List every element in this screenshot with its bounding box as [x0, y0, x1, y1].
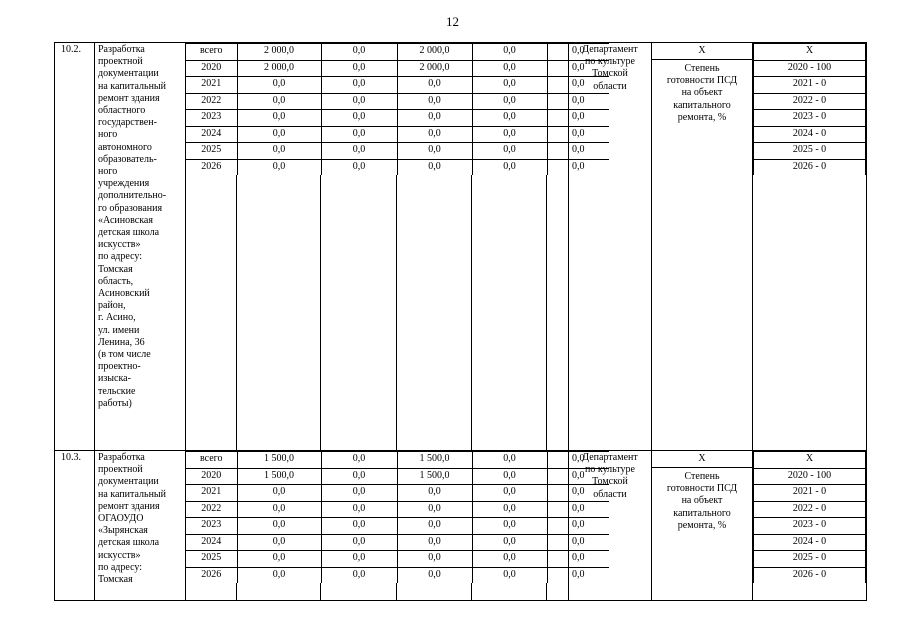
amount-cell: 0,0 [237, 77, 321, 94]
row-number [55, 43, 95, 451]
amount-cell: 0,0 [397, 518, 472, 535]
activity-name-line: искусств» [98, 549, 141, 561]
target-row [754, 93, 866, 110]
amount-cell: 0,0 [237, 551, 321, 568]
funding-year-row [186, 518, 609, 535]
activity-name-line: на капитальный [98, 80, 166, 92]
indicator-line: готовности ПСД [666, 75, 738, 87]
row-number-text: 10.3. [61, 452, 81, 463]
department-line: по культуре [585, 56, 635, 68]
target-value: 2022 - 0 [754, 93, 866, 110]
targets [753, 451, 867, 601]
target-row [754, 126, 866, 143]
year-cell: 2025 [186, 551, 237, 568]
amount-cell: 0,0 [472, 452, 547, 469]
target-row [754, 534, 866, 551]
activity-name-line: проектно- [98, 361, 141, 373]
amount-cell: 2 000,0 [237, 60, 321, 77]
amount-cell: 0,0 [237, 126, 321, 143]
activity-name-line: район, [98, 300, 126, 312]
column-line [236, 583, 237, 600]
amount-cell: 0,0 [321, 159, 397, 175]
department-line: Департамент [582, 452, 638, 463]
activity-name-line: проектной [98, 464, 143, 476]
target-value: 2026 - 0 [754, 159, 866, 175]
amount-cell: 0,0 [397, 534, 472, 551]
column-line [396, 175, 397, 450]
indicator [652, 43, 753, 451]
funding-year-row [186, 501, 609, 518]
page-number: 12 [446, 14, 459, 29]
indicator-line: Степень [684, 63, 720, 74]
column-line [236, 175, 237, 450]
target-row [754, 485, 866, 502]
activity-name-line: государствен- [98, 117, 157, 129]
column-lines [186, 583, 568, 600]
year-cell: всего [186, 452, 237, 469]
year-cell: 2024 [186, 126, 237, 143]
amount-cell: 0,0 [397, 567, 472, 583]
year-cell: 2020 [186, 60, 237, 77]
amount-cell: 0,0 [397, 159, 472, 175]
amount-cell: 0,0 [547, 501, 609, 518]
indicator-line: ремонта, % [677, 519, 727, 531]
target-value: 2020 - 100 [754, 60, 866, 77]
amount-cell: 0,0 [547, 468, 609, 485]
amount-cell: 0,0 [547, 77, 609, 94]
department-line: области [593, 488, 627, 500]
amount-cell: 1 500,0 [397, 468, 472, 485]
year-cell: 2023 [186, 518, 237, 535]
activity-name-line: автономного [98, 141, 152, 153]
amount-cell: 0,0 [397, 551, 472, 568]
amount-cell: 0,0 [472, 60, 547, 77]
indicator-line: на объект [681, 495, 723, 507]
amount-cell: 0,0 [547, 60, 609, 77]
amount-cell: 0,0 [472, 159, 547, 175]
funding-year-row [186, 159, 609, 175]
amount-cell: 1 500,0 [397, 452, 472, 469]
department-line: области [593, 80, 627, 92]
activity-name-line: «Зырянская [98, 525, 148, 537]
activity-name-line: по адресу: [98, 561, 143, 573]
amount-cell: 0,0 [547, 567, 609, 583]
amount-cell: 0,0 [472, 468, 547, 485]
target-value: 2025 - 0 [754, 143, 866, 160]
target-value: 2021 - 0 [754, 485, 866, 502]
amount-cell: 0,0 [547, 551, 609, 568]
activity-name-line: детская школа [98, 537, 160, 549]
funding-year-row [186, 534, 609, 551]
activity-name-line: по адресу: [98, 251, 143, 263]
year-cell: 2024 [186, 534, 237, 551]
amount-cell: 0,0 [321, 452, 397, 469]
amount-cell: 0,0 [472, 534, 547, 551]
funding-block [186, 43, 585, 451]
activity-name-line: на капитальный [98, 488, 166, 500]
activity-name-line: искусств» [98, 239, 141, 251]
department-line: Томской [592, 68, 628, 80]
amount-cell: 0,0 [237, 518, 321, 535]
amount-cell: 0,0 [321, 93, 397, 110]
target-value: 2024 - 0 [754, 126, 866, 143]
amount-cell: 0,0 [472, 110, 547, 127]
funding-year-row [186, 468, 609, 485]
activity-name-line: изыска- [98, 373, 131, 385]
amount-cell: 0,0 [397, 143, 472, 160]
amount-cell: 0,0 [547, 452, 609, 469]
amount-cell: 0,0 [547, 159, 609, 175]
amount-cell: 0,0 [547, 110, 609, 127]
year-cell: 2020 [186, 468, 237, 485]
funding-year-row [186, 60, 609, 77]
column-line [396, 583, 397, 600]
amount-cell: 0,0 [547, 126, 609, 143]
amount-cell: 0,0 [321, 60, 397, 77]
program-row [55, 451, 867, 601]
amount-cell: 0,0 [321, 468, 397, 485]
amount-cell: 2 000,0 [397, 60, 472, 77]
amount-cell: 0,0 [321, 485, 397, 502]
amount-cell: 0,0 [397, 501, 472, 518]
activity-name-line: Асиновский [98, 288, 150, 300]
activity-name-line: Томская [98, 263, 133, 275]
year-cell: 2022 [186, 93, 237, 110]
amount-cell: 0,0 [321, 518, 397, 535]
target-row [754, 551, 866, 568]
activity-name-line: тельские [98, 385, 136, 397]
amount-cell: 0,0 [397, 110, 472, 127]
amount-cell: 0,0 [397, 485, 472, 502]
amount-cell: 0,0 [237, 567, 321, 583]
indicator [652, 451, 753, 601]
target-row [754, 501, 866, 518]
indicator-line: ремонта, % [677, 111, 727, 123]
activity-name-line: ул. имени [98, 324, 140, 336]
target-row [754, 143, 866, 160]
target-value: 2022 - 0 [754, 501, 866, 518]
year-cell: 2021 [186, 485, 237, 502]
activity-name-line: работы) [98, 397, 132, 409]
activity-name-line: Разработка [98, 452, 145, 463]
amount-cell: 0,0 [472, 143, 547, 160]
target-value: 2023 - 0 [754, 110, 866, 127]
amount-cell: 0,0 [321, 77, 397, 94]
activity-name-line: г. Асино, [98, 312, 136, 324]
activity-name-line: областного [98, 105, 146, 117]
activity-name-line: ОГАОУДО [98, 513, 144, 525]
indicator-line: капитального [673, 507, 731, 519]
funding-year-row [186, 485, 609, 502]
year-cell: 2022 [186, 501, 237, 518]
funding-year-row [186, 93, 609, 110]
amount-cell: 0,0 [321, 143, 397, 160]
activity-name-line: проектной [98, 56, 143, 68]
activity-name [95, 43, 186, 451]
amount-cell: 0,0 [547, 143, 609, 160]
program-row [55, 43, 867, 451]
target-row [754, 567, 866, 583]
column-line [471, 175, 472, 450]
amount-cell: 1 500,0 [237, 468, 321, 485]
amount-cell: 0,0 [472, 518, 547, 535]
amount-cell: 0,0 [472, 77, 547, 94]
amount-cell: 0,0 [321, 534, 397, 551]
activity-name-line: «Асиновская [98, 214, 153, 226]
program-table [54, 42, 867, 601]
amount-cell: 0,0 [321, 126, 397, 143]
amount-cell: 0,0 [397, 126, 472, 143]
activity-name-line: го образования [98, 202, 163, 214]
amount-cell: 0,0 [321, 501, 397, 518]
amount-cell: 0,0 [547, 518, 609, 535]
amount-cell: 0,0 [321, 567, 397, 583]
activity-name-line: детская школа [98, 227, 160, 239]
amount-cell: 0,0 [237, 485, 321, 502]
amount-cell: 0,0 [237, 534, 321, 551]
target-row [754, 159, 866, 175]
funding-year-row [186, 110, 609, 127]
year-cell: всего [186, 44, 237, 61]
target-value: 2021 - 0 [754, 77, 866, 94]
indicator-line: на объект [681, 87, 723, 99]
amount-cell: 0,0 [321, 110, 397, 127]
department-line: Томской [592, 476, 628, 488]
indicator-text [652, 60, 752, 124]
activity-name-line: Томская [98, 574, 133, 586]
activity-name-line: ного [98, 129, 118, 141]
activity-name-line: образователь- [98, 153, 157, 165]
target-row [754, 468, 866, 485]
activity-name-line: ного [98, 166, 118, 178]
row-number [55, 451, 95, 601]
indicator-line: капитального [673, 99, 731, 111]
amount-cell: 0,0 [237, 143, 321, 160]
funding-year-row [186, 44, 609, 61]
amount-cell: 0,0 [321, 44, 397, 61]
funding-block [186, 451, 585, 601]
target-x: Х [754, 44, 866, 61]
activity-name-line: документации [98, 68, 159, 80]
target-value: 2024 - 0 [754, 534, 866, 551]
activity-name-line: (в том числе [98, 349, 151, 361]
amount-cell: 0,0 [472, 567, 547, 583]
activity-name-line: дополнительно- [98, 190, 167, 202]
column-line [546, 583, 547, 600]
column-line [320, 583, 321, 600]
amount-cell: 2 000,0 [397, 44, 472, 61]
activity-name-line: область, [98, 275, 134, 287]
activity-name-line: ремонт здания [98, 92, 160, 104]
year-cell: 2025 [186, 143, 237, 160]
indicator-line: Степень [684, 471, 720, 482]
target-row [754, 77, 866, 94]
funding-year-row [186, 567, 609, 583]
activity-name [95, 451, 186, 601]
funding-year-row [186, 452, 609, 469]
amount-cell: 0,0 [547, 534, 609, 551]
column-line [320, 175, 321, 450]
amount-cell: 0,0 [547, 44, 609, 61]
amount-cell: 0,0 [472, 93, 547, 110]
target-value: 2026 - 0 [754, 567, 866, 583]
year-cell: 2026 [186, 159, 237, 175]
amount-cell: 0,0 [397, 93, 472, 110]
indicator-line: готовности ПСД [666, 483, 738, 495]
column-lines [186, 175, 568, 450]
targets [753, 43, 867, 451]
amount-cell: 0,0 [237, 93, 321, 110]
amount-cell: 0,0 [472, 551, 547, 568]
target-row [754, 110, 866, 127]
funding-year-row [186, 126, 609, 143]
activity-name-line: Ленина, 36 [98, 336, 145, 348]
activity-name-line: документации [98, 476, 159, 488]
target-value: 2025 - 0 [754, 551, 866, 568]
amount-cell: 0,0 [472, 485, 547, 502]
amount-cell: 1 500,0 [237, 452, 321, 469]
amount-cell: 0,0 [397, 77, 472, 94]
target-x: Х [754, 452, 866, 469]
amount-cell: 0,0 [237, 159, 321, 175]
target-row [754, 452, 866, 469]
amount-cell: 0,0 [321, 551, 397, 568]
department-line: Департамент [582, 44, 638, 55]
activity-name-line: учреждения [98, 178, 150, 190]
activity-name-line: ремонт здания [98, 500, 160, 512]
amount-cell: 0,0 [237, 501, 321, 518]
indicator-text [652, 468, 752, 532]
target-row [754, 518, 866, 535]
amount-cell: 0,0 [547, 93, 609, 110]
amount-cell: 0,0 [237, 110, 321, 127]
department-line: по культуре [585, 464, 635, 476]
activity-name-line: Разработка [98, 44, 145, 55]
funding-year-row [186, 77, 609, 94]
indicator-x: Х [652, 452, 752, 468]
target-row [754, 60, 866, 77]
amount-cell: 2 000,0 [237, 44, 321, 61]
funding-year-row [186, 551, 609, 568]
amount-cell: 0,0 [472, 501, 547, 518]
funding-year-row [186, 143, 609, 160]
year-cell: 2023 [186, 110, 237, 127]
column-line [471, 583, 472, 600]
target-value: 2020 - 100 [754, 468, 866, 485]
year-cell: 2026 [186, 567, 237, 583]
indicator-x: Х [652, 44, 752, 60]
amount-cell: 0,0 [472, 126, 547, 143]
amount-cell: 0,0 [472, 44, 547, 61]
target-value: 2023 - 0 [754, 518, 866, 535]
amount-cell: 0,0 [547, 485, 609, 502]
row-number-text: 10.2. [61, 44, 81, 55]
column-line [546, 175, 547, 450]
target-row [754, 44, 866, 61]
year-cell: 2021 [186, 77, 237, 94]
